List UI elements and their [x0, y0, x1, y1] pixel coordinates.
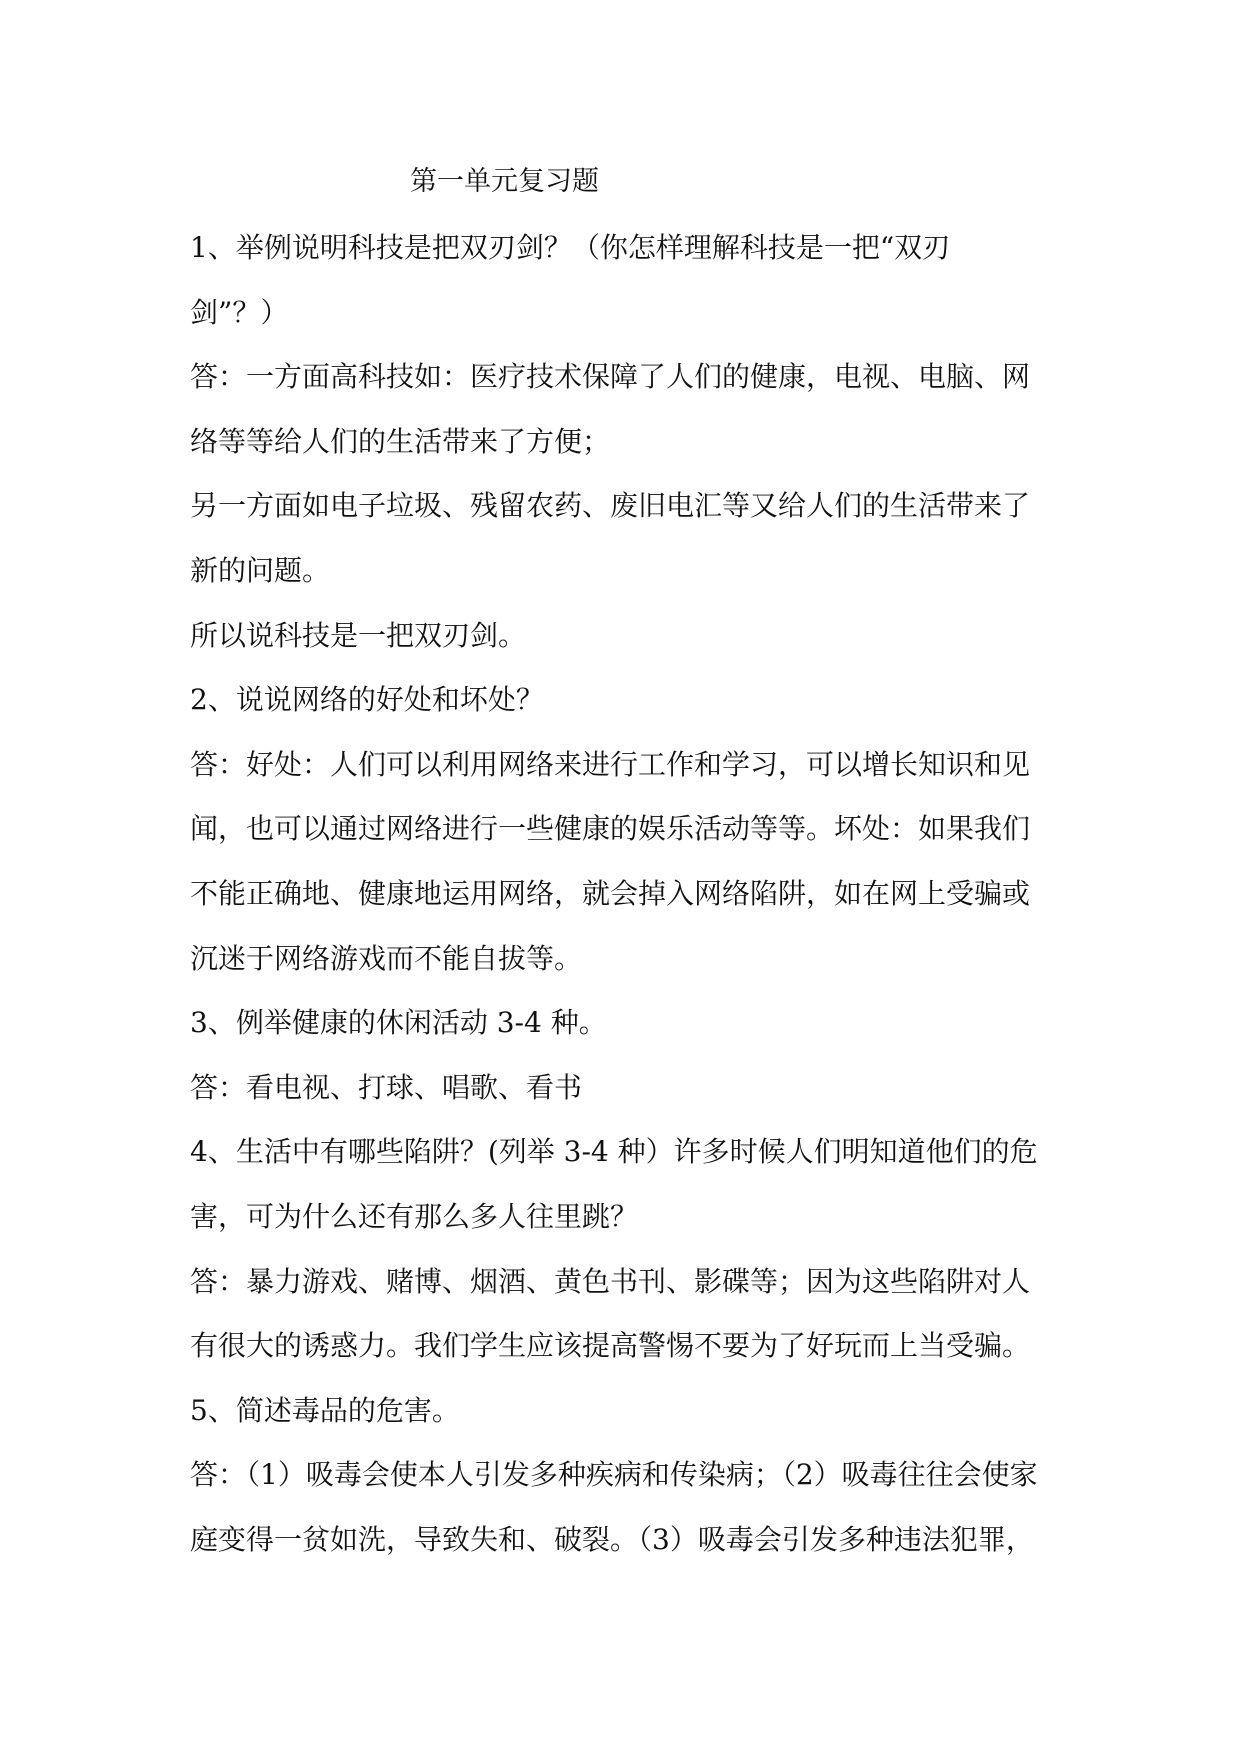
text-line: 答：（1）吸毒会使本人引发多种疾病和传染病；（2）吸毒往往会使家	[190, 1458, 1038, 1492]
text-line: 答：一方面高科技如：医疗技术保障了人们的健康，电视、电脑、网	[190, 360, 1031, 394]
text-line: 答：暴力游戏、赌博、烟酒、黄色书刊、影碟等；因为这些陷阱对人	[190, 1264, 1031, 1298]
document-body	[190, 228, 1070, 1584]
text-line: 庭变得一贫如洗，导致失和、破裂。（3）吸毒会引发多种违法犯罪，	[190, 1522, 1034, 1556]
text-line: 沉迷于网络游戏而不能自拔等。	[190, 941, 583, 975]
text-line: 5、简述毒品的危害。	[190, 1393, 460, 1427]
text-line: 1、举例说明科技是把双刃剑？（你怎样理解科技是一把“双刃	[190, 231, 951, 264]
text-line: 2、说说网络的好处和坏处？	[190, 683, 544, 717]
text-line: 有很大的诱惑力。我们学生应该提高警惕不要为了好玩而上当受骗。	[190, 1329, 1031, 1363]
text-line: 闻，也可以通过网络进行一些健康的娱乐活动等等。坏处：如果我们	[190, 812, 1031, 846]
text-line: 4、生活中有哪些陷阱？(列举 3-4 种）许多时候人们明知道他们的危	[190, 1135, 1038, 1169]
text-line: 答：看电视、打球、唱歌、看书	[190, 1070, 583, 1104]
text-line: 所以说科技是一把双刃剑。	[190, 618, 527, 652]
page-title: 第一单元复习题	[410, 166, 599, 197]
text-line: 答：好处：人们可以利用网络来进行工作和学习，可以增长知识和见	[190, 747, 1031, 781]
text-line: 新的问题。	[190, 553, 331, 587]
text-line: 不能正确地、健康地运用网络，就会掉入网络陷阱，如在网上受骗或	[190, 876, 1031, 910]
text-line: 剑”？）	[190, 295, 289, 329]
text-line: 络等等给人们的生活带来了方便；	[190, 424, 611, 458]
text-line: 害，可为什么还有那么多人往里跳？	[190, 1199, 639, 1233]
text-line: 3、例举健康的休闲活动 3-4 种。	[190, 1006, 607, 1040]
text-line: 另一方面如电子垃圾、残留农药、废旧电汇等又给人们的生活带来了	[190, 489, 1031, 523]
